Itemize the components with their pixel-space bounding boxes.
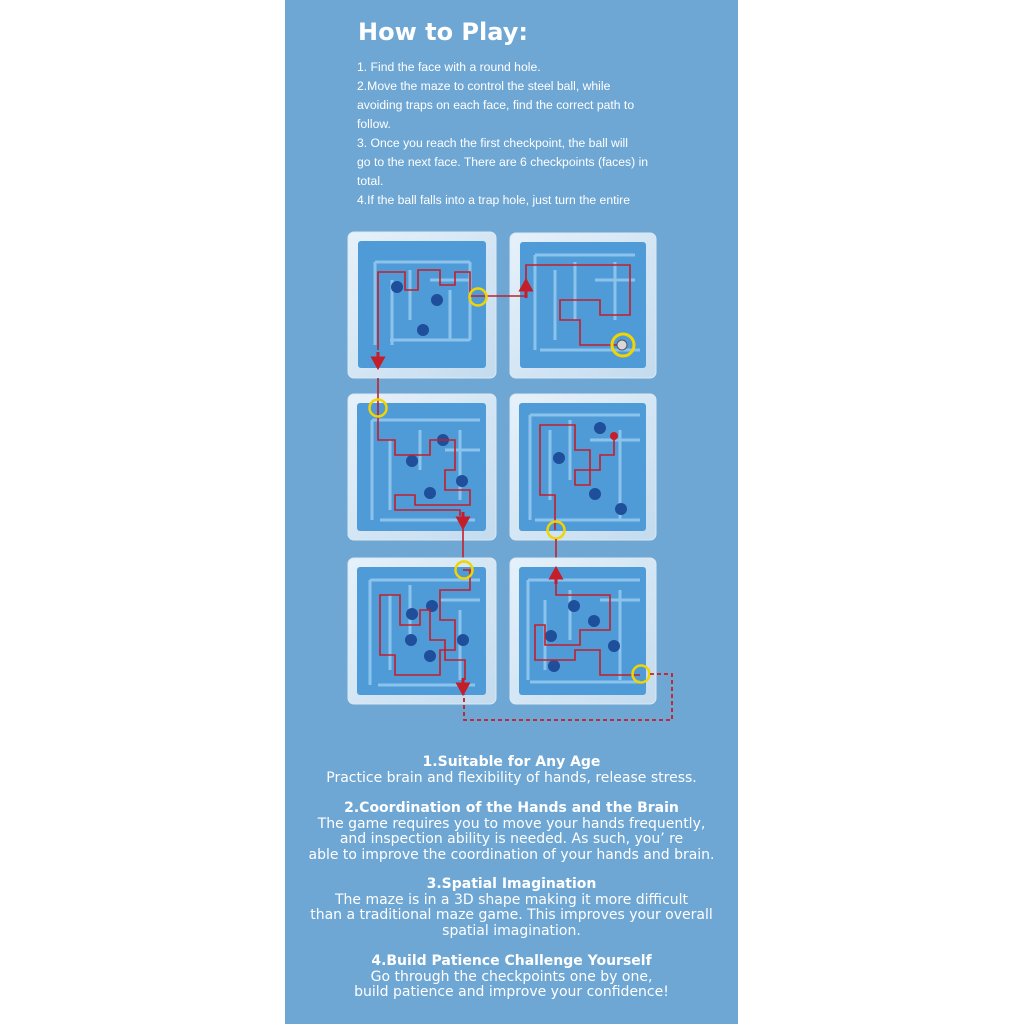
maze-face-3	[348, 378, 496, 540]
feature-3	[295, 877, 728, 939]
step-line: 1. Find the face with a round hole.	[357, 60, 541, 74]
feature-2	[295, 801, 728, 863]
step-line: follow.	[357, 117, 391, 131]
feature-line: able to improve the coordination of your hands and brain.	[308, 846, 715, 863]
feature-line: The maze is in a 3D shape making it more difficult	[334, 891, 689, 908]
step-line: 3. Once you reach the first checkpoint, the ball will	[357, 136, 628, 150]
feature-line: than a traditional maze game. This improves your overall	[310, 907, 713, 923]
step-line: 2.Move the maze to control the steel ball, while	[357, 79, 611, 93]
feature-line: spatial imagination.	[442, 922, 581, 939]
feature-line: The game requires you to move your hands frequently,	[317, 815, 706, 832]
feature-1	[295, 755, 728, 786]
feature-heading: 2.Coordination of the Hands and the Brain	[344, 800, 679, 816]
feature-line: Go through the checkpoints one by one,	[370, 968, 653, 985]
feature-4	[295, 954, 728, 1001]
maze-face-1	[348, 232, 497, 378]
maze-face-4	[510, 394, 656, 540]
step-line: go to the next face. There are 6 checkpoints (faces) in	[357, 155, 649, 169]
maze-face-6	[510, 558, 656, 704]
feature-heading: 3.Spatial Imagination	[426, 876, 597, 892]
feature-heading: 1.Suitable for Any Age	[422, 754, 601, 770]
maze-face-5	[348, 558, 496, 704]
step-line: 4.If the ball falls into a trap hole, just turn the entire	[357, 193, 631, 207]
feature-line: and inspection ability is needed. As such, you’ re	[339, 831, 684, 847]
step-line: avoiding traps on each face, find the correct path to	[357, 98, 635, 112]
how-to-play-title: How to Play:	[358, 18, 528, 46]
feature-heading: 4.Build Patience Challenge Yourself	[371, 953, 652, 969]
feature-line: Practice brain and flexibility of hands, release stress.	[326, 769, 697, 786]
maze-face-2	[497, 233, 656, 378]
step-line: total.	[357, 174, 384, 188]
feature-line: build patience and improve your confidence!	[354, 984, 669, 1000]
